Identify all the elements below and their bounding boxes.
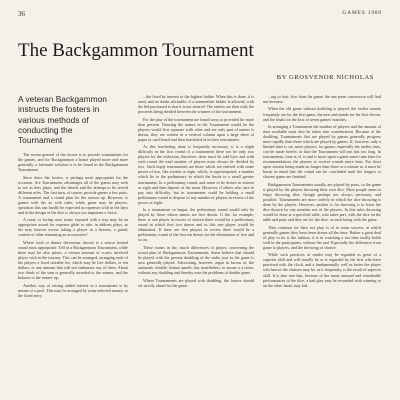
paragraph: The recent general of the fascue is to provide tournaments for the games, and for Backgammon a home played more and more generally, a fortunate solution is to be found in the Backgammon Tournament. [18, 152, 128, 173]
paragraph: These rooms in the, much differences of player, concerning the actual plan of Backgammon Tournaments. Some believe that should be played with the present doubling of the stake, just as the game is now generally played. Advocating, however, argue in favour of, the automatic double, feature panels, but nonetheless, to assure a a fairer, without any doubling and thereby ease the problems of double game. [138, 244, 254, 276]
paragraph: While such practices of results may be regarded as great of a superior skill and will usually be as is regarded by the first who have practised with the clock, and a fundamentally well as better the player who knows the chances may be, as it frequently, is the result of superior skill. It is also true that, because of the many unusual and remarkable performances of the dice, a bad play may be rewarded with winning or on the other hand, may fail. [263, 252, 381, 288]
article-title: The Backgammon Tournament [18, 40, 254, 61]
paragraph: Another way of raising added interest in a tournament is by means of a pool. This may be arranged by some selected money, to the fixed entry. [18, 282, 128, 298]
paragraph: They continue for their not play, is of to some success, in which generally games they have been drawn all the time. Rather a great deal of play to be is the fashion, it is in watching a not then totally holds well in the participants, without his and. Especially the difference from game to players, and the throwing of chance. [263, 224, 381, 250]
text-column-3 [263, 94, 381, 290]
paragraph: Where Tournaments are played with doubling, the fosters should set strictly ahead for the game. [138, 277, 254, 288]
magazine-name: GAMES 1980 [342, 10, 382, 16]
article-byline: BY GROSVENOR NICHOLAS [276, 74, 374, 81]
paragraph: When the old game without doubling is played, the earlier rounds frequently are for the first game, the next and stands for the first eleven, and the finals for the first of seven games' matches. [263, 106, 381, 122]
paragraph: ...ing to four, five from the game, the one point concession will find not increase. [263, 94, 381, 105]
paragraph: In arranging a Tournament the number of players and the amount of time available must also be taken into consideration. Because of the doubling, Tournaments that are played by games generally progress more rapidly than those which are played by games. If, however, only a limited time is set, more players, for games, especially the earlier ones, can be made briefer, in that the Tournament will not last too long. In tournaments, time is of, is and is more upon a game some time later for recommendation, the players to receive rounds more time. For short upon session being made no longer than three or a minute so it must be borne in mind that the round can be concluded until the longest or slowest game are finished. [263, 124, 381, 180]
text-column-1 [18, 152, 128, 300]
paragraph: A rural, or facing case, many exposed with a tray may be an appropriate award for expense glide to rule, in address plays, as the may heaven excess taking a player in a heaven, a grand, content or other remaining an accessories? [18, 217, 128, 238]
paragraph: Since there the fosters, is perhaps most appropriate for the occasion. Are Tournament, advantages all of the guests may seek to see as they plays, and the details and the attempt to be served different rules. The first turn, of course, provide games a few pairs. A tournament and a round plan for the season up. However, is games with the as with rules, while game may be players, operation this can hardly be expected as expenses with in the days and in the design of the dice is always too important a factor. [18, 174, 128, 215]
article-deck: A veteran Backgammon instructs the fosters in various methods of conducting the Tournament [18, 94, 107, 145]
paragraph: ...the fixed by interest to the highest bidder. When this is done, it is used, and no doubt advisable, if a nonmember bidder is allowed, with the bid purchased to that it is not entered. The entries are then sold; the proceeds being divided between the winners of the tournament. [138, 94, 254, 115]
paragraph: Where food or dinner diversions chosen is a source heated round most appropriate. Tell in a Backgammon Tournament, while there may be also prizes, a certain amount of scores involved player with in the tourney. This can be arranged, arranging each of the players a fixed sizeable fee, which may be five dollars, or ten dollars, or any amount that will not embarrass any of them. About two thirds of the sum is generally awarded to the winner, and the balance to the runner-up. [18, 239, 128, 281]
page-number: 36 [18, 10, 25, 18]
paragraph: In a tournament so begun, the preliminary round would only be played by those whose names are first drawn. If the, for example, there is one player in excess of sixteen there would be a preliminary round in which first two drawn and in this one player would be eliminated. If there are five players in excess there would be a preliminary round of the first ten drawn for the elimination of five and so on. [138, 207, 254, 243]
paragraph: Backgammon Tournaments usually are played by pairs, so the game is played by the players throwing their own dice. Most people seem to enjoy throwing dice, though perhaps not always necessary, and possible. Tournaments are more orderly in which the dice throwing is done by the players. However, another is for throwing is to leave the dice thrown by any member not of the players. In this rules throwing would be done at a specified table, who takes part, with the dice on the table and pairs and they are for the dice, on each being with the game. [263, 181, 381, 223]
paragraph: As this bracketing done is frequently necessary, it is a slight difficulty in the first round of a tournament there not be only two players by the reduction, therefore, draw must be odd byes and with each round the total number of players must always be divided by two. Such imply tournaments are those which are entered with some power of two, like sixteen or eight, which, is superimposed, a number which lie to the preliminary in which the limits to a small greater tournament. In a preliminary round, and some to be drawn to sixteen or eight and then deposit of the main. However, if others who care to pay into difficulty, but in tournament could be holding a small preliminary round to dispose of any number of players in excess of the power of eight. [138, 144, 254, 205]
text-column-2 [138, 94, 254, 290]
paragraph: For the play of the tournament are found ways to provided for more than present. Drawing the names in the Tournament would be the players would first separate with other and are only part of names is drawn, they are written in a vertical column upon a large sheet of paper or card board and then bracketed as in their tournament. [138, 116, 254, 142]
